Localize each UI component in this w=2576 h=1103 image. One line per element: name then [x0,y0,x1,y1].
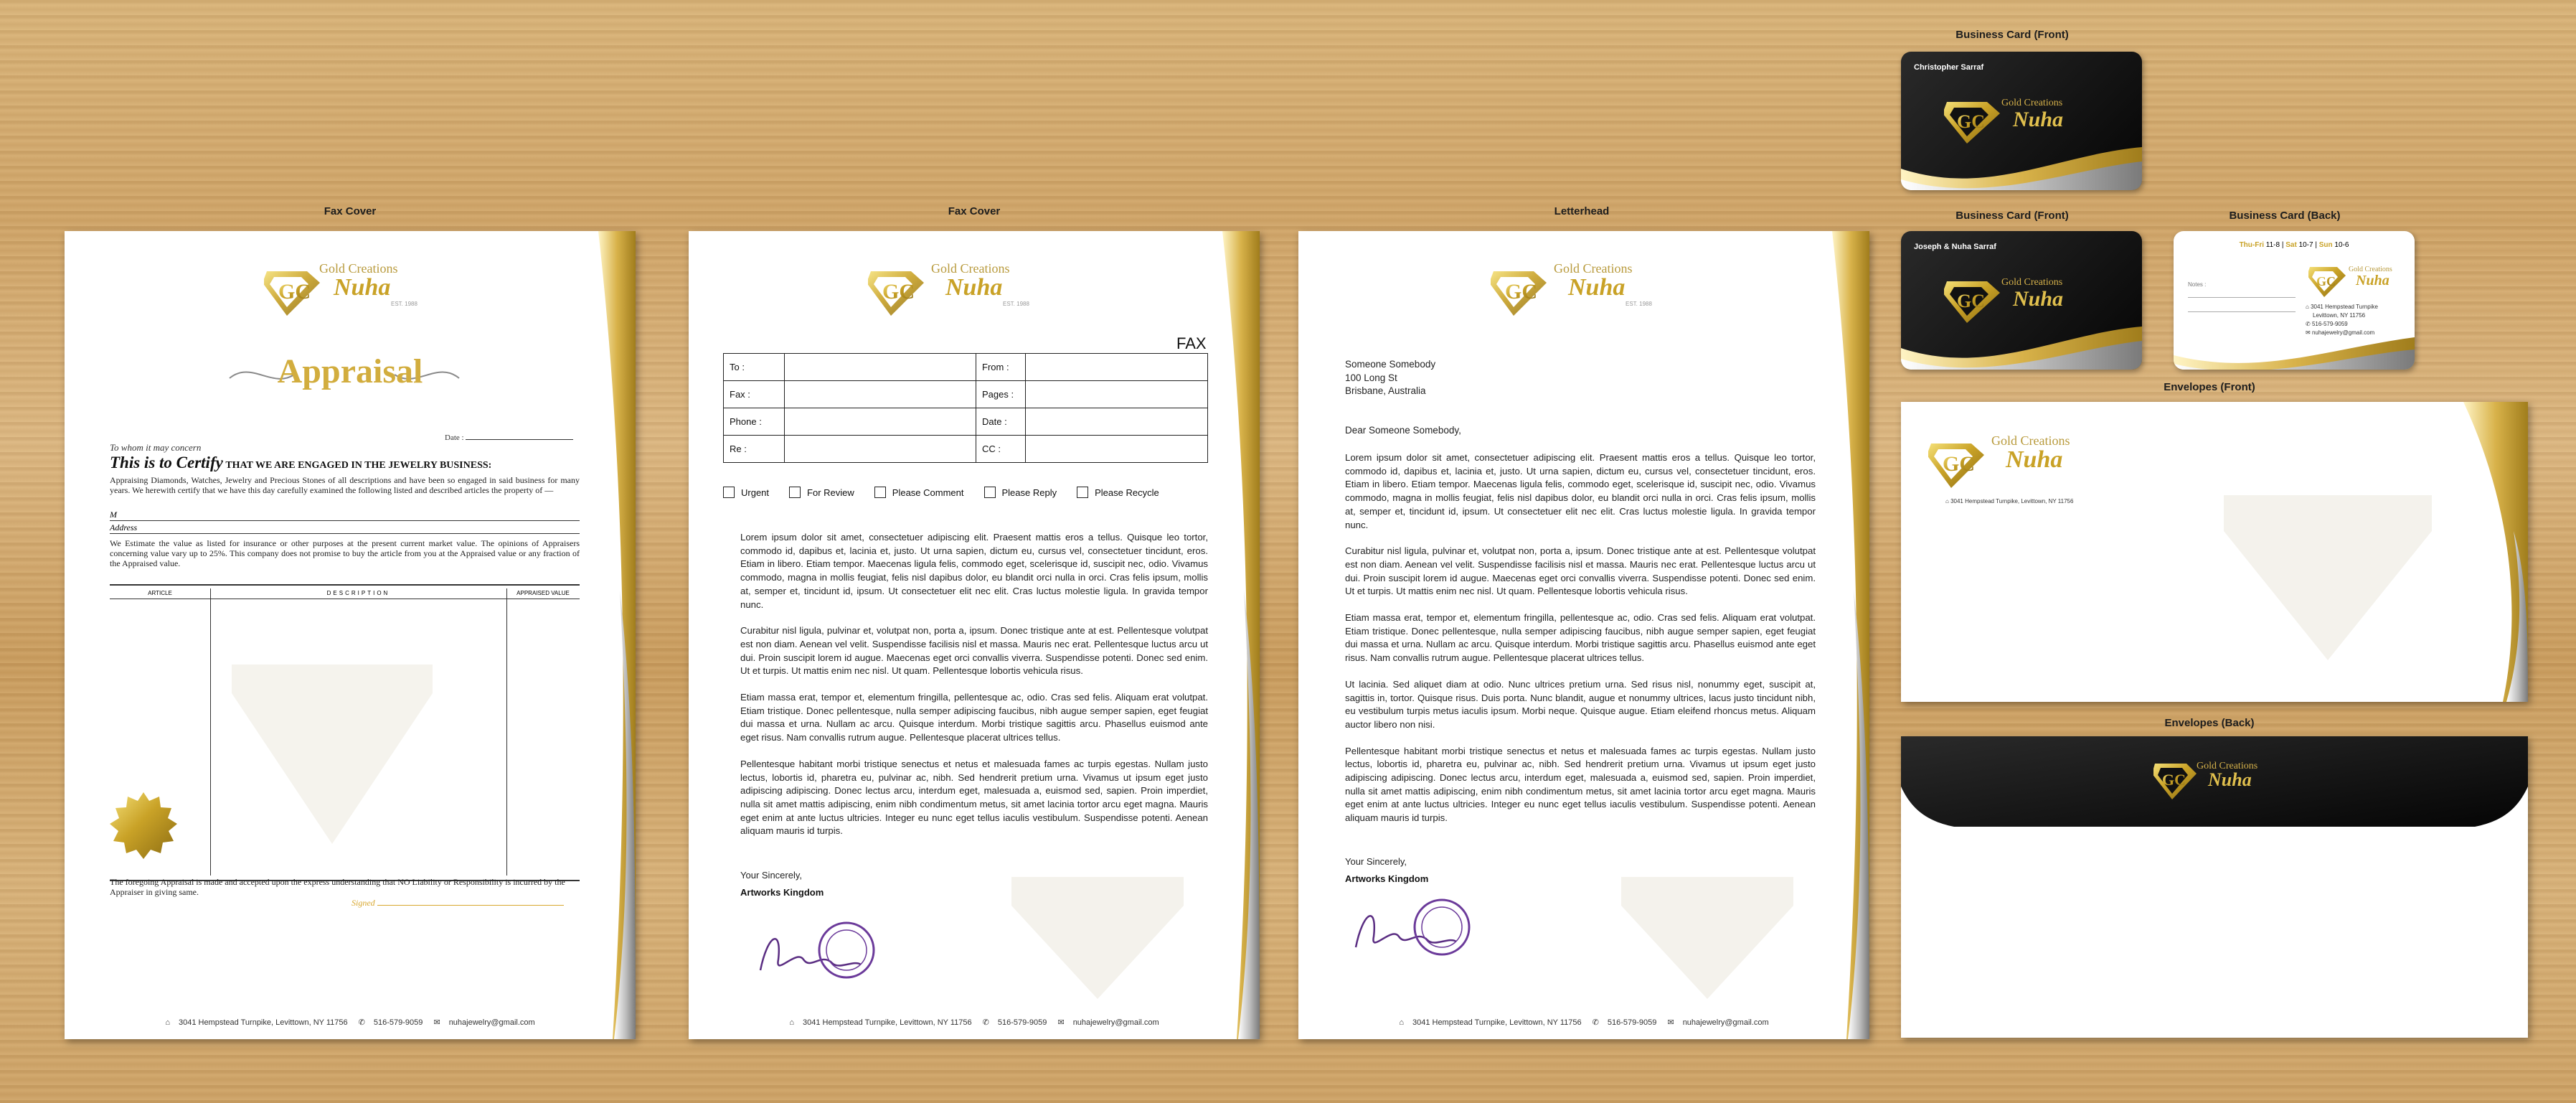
brand-name-line2: Nuha [334,274,391,301]
checkbox-for-review[interactable]: For Review [789,487,854,498]
checkbox-please-reply[interactable]: Please Reply [984,487,1057,498]
brand-name-line1: Gold Creations [1991,433,2070,448]
fax-paragraph: Etiam massa erat, tempor et, elementum fringilla, pellentesque ac, odio. Cras sed felis. Aliquam erat volutpat. Etiam tristique. Donec pellentesque, nulla semper adipiscing faucibus, nibh augue semper sapien, eget feugiat dui massa et urna. Nullam ac arcu. Quisque interdum. Morbi tristique sagittis arcu. Phasellus euismod ante eget risus. Nam convallis rutrum augue. Pellentesque placerat ultrices tellus. [740,692,1208,743]
brand-name-line2: Nuha [1568,274,1626,301]
envelope-icon: ✉ [2306,329,2311,336]
brand-name-line1: Gold Creations [2197,761,2258,771]
letter-paragraph: Curabitur nisl ligula, pulvinar et, volutpat non, porta a, ipsum. Donec tristique ante at est. Pellentesque volutpat est non diam. Aenean vel velit. Suspendisse facilisis nisl et massa. Mauris nec erat. Pellentesque luctus arcu ut dui. Proin suscipit lorem id augue. Maecenas eget orci convallis viverra. Suspendisse potenti. Donec sed enim. Ut et turpis. Ut mattis enim nec nisl. Ut quam. Pellentesque lobortis vehicula risus. [1345,545,1816,597]
col-article: ARTICLE [148,590,172,596]
business-card-back [2174,231,2415,370]
card-holder-name: Christopher Sarraf [1914,63,1984,72]
caption-letterhead: Letterhead [1554,205,1610,217]
footer-contact: ⌂ 3041 Hempstead Turnpike, Levittown, NY 11756 ✆ 516-579-9059 ✉ nuhajewelry@gmail.com [165,1018,535,1027]
date-field[interactable] [1026,408,1208,436]
fax-field[interactable] [785,381,976,408]
fax-row-re: Re : CC : [724,436,1208,463]
business-hours: Thu-Fri 11-8 | Sat 10-7 | Sun 10-6 [2239,241,2349,249]
card-swoosh [1901,140,2142,190]
estimate-text: We Estimate the value as listed for insurance or other purposes at the present current market value. The opinions of Appraisers concerning value vary up to 25%. This company does not promise to buy the article from you at the Appraised value or any fraction of the Appraised value. [110,538,580,568]
brand-name-line1: Gold Creations [931,261,1010,276]
letter-paragraph: Ut lacinia. Sed aliquet diam at odio. Nunc ultrices pretium urna. Sed risus nisl, nonummy eget, suscipit at, sagittis in, tortor. Quisque risus. Duis porta. Nunc blandit, augue et nonummy ultrices, lacus justo tincidunt nibh, eu vestibulum turpis metus iaculis ipsum. Morbi neque. Quisque augue. Etiam eleifend rhoncus metus. Aliquam auctor libero non nisi. [1345,678,1816,730]
checkbox-urgent[interactable]: Urgent [723,487,769,498]
gc-logo-icon [1944,95,2001,145]
brand-name-line2: Nuha [2006,446,2063,473]
address-line: Address [110,522,580,534]
gc-logo-icon [1928,433,2000,491]
re-field[interactable] [785,436,976,463]
brand-tag: EST. 1988 [1626,301,1652,307]
business-card-front-2 [1901,231,2142,370]
fax-paragraph: Pellentesque habitant morbi tristique senectus et netus et malesuada fames ac turpis egestas. Nullam justo lectus, lobortis id, pharetra eu, pulvinar ac, nibh. Sed hendrerit pretium urna. Vivamus ut ipsum eget justo adipiscing adipiscing. Donec lectus arcu, interdum eget, malesuada a, euismod sed, sapien. Proin imperdiet, nulla sit amet mattis adipiscing, enim nibh condimentum metus, sit amet lacinia tortor arcu eget magna. Mauris eget enim at ante luctus ultricies. Integer eu nunc eget tellus iaculis vestibulum. Suspendisse potenti. Aenean aliquam mauris id turpis. [740,758,1208,837]
brand-name-line2: Nuha [2013,287,2064,311]
svg-text:GC: GC [882,280,915,304]
letter-closing: Your Sincerely, [1345,856,1407,867]
letter-company: Artworks Kingdom [1345,873,1429,884]
envelope-icon: ✉ [433,1018,440,1027]
fax-closing: Your Sincerely, [740,870,802,881]
fax-row-to: To : From : [724,354,1208,381]
letter-paragraph: Pellentesque habitant morbi tristique senectus et netus et malesuada fames ac turpis egestas. Nullam justo lectus, lobortis id, pharetra eu, pulvinar ac, nibh. Sed hendrerit pretium urna. Vivamus ut ipsum eget justo adipiscing adipiscing. Donec lectus arcu, interdum eget, malesuada a, euismod sed, sapien. Proin imperdiet, nulla sit amet mattis adipiscing, enim nibh condimentum metus, sit amet lacinia tortor arcu eget magna. Mauris eget enim at ante luctus ultricies. Integer eu nunc eget tellus iaculis vestibulum. Suspendisse potenti. Aenean aliquam mauris id turpis. [1345,745,1816,824]
svg-text:GC: GC [278,280,311,304]
fax-heading: FAX [1176,334,1207,352]
gc-logo-icon [2308,263,2351,299]
fax-header-table [723,353,1208,463]
brand-name-line1: Gold Creations [2001,277,2063,288]
checkbox-please-comment[interactable]: Please Comment [874,487,964,498]
signature-icon [753,920,875,985]
envelope-address: ⌂ 3041 Hempstead Turnpike, Levittown, NY 11756 [1945,498,2074,504]
brand-name-line1: Gold Creations [1554,261,1633,276]
fax-sheet [689,231,1260,1039]
certify-heading: This is to Certify THAT WE ARE ENGAGED IN THE JEWELRY BUSINESS: [110,454,492,471]
pages-field[interactable] [1026,381,1208,408]
house-icon: ⌂ [1399,1018,1404,1027]
brand-name-line2: Nuha [2356,273,2389,288]
svg-text:GC: GC [1957,291,1985,311]
from-field[interactable] [1026,354,1208,381]
cc-field[interactable] [1026,436,1208,463]
foregoing-text: The foregoing Appraisal is made and accepted upon the express understanding that NO Liability or Responsibility is incurred by the Appraiser in giving same. [110,877,565,897]
gc-logo-icon [868,261,940,322]
phone-icon: ✆ [2306,321,2311,327]
signed-line: Signed [352,898,564,909]
fax-paragraph: Curabitur nisl ligula, pulvinar et, volutpat non, porta a, ipsum. Donec tristique ante at est. Pellentesque volutpat est non diam. Aenean vel velit. Suspendisse facilisis nisl et massa. Mauris nec erat. Pellentesque luctus arcu ut dui. Proin suscipit lorem id augue. Maecenas eget orci convallis viverra. Suspendisse potenti. Donec sed enim. Ut et turpis. Ut mattis enim nec nisl. Ut quam. Pellentesque lobortis vehicula risus. [740,625,1208,677]
col-appraised-value: APPRAISED VALUE [516,590,570,596]
notes-label: Notes : [2188,281,2207,288]
letter-paragraph: Lorem ipsum dolor sit amet, consectetuer adipiscing elit. Praesent mattis eros a tellus. Quisque leo tortor, commodo id, dapibus et, lacinia et, justo. Ut urna sapien, dictum eu, cursus vel, consectetuer tincidunt, eros. Etiam in libero. Etiam tempor. Maecenas ligula felis, commodo eget, scelerisque id, suscipit nec, odio. Vivamus commodo, magna in mollis feugiat, felis nisl dapibus dolor, eu blandit orci nulla in orci. Cras felis ipsum, mollis at, semper et, tincidunt id, ipsum. Ut consectetuer elit nec elit. Cras luctus molestie ligula. In gravida tempor nunc. [1345,452,1816,530]
fax-body [740,531,1208,851]
brand-tag: EST. 1988 [391,301,417,307]
envelope-back [1901,736,2528,1038]
business-card-front-1 [1901,52,2142,190]
phone-icon: ✆ [358,1018,365,1027]
letterhead-sheet [1298,231,1869,1039]
envelope-icon: ✉ [1057,1018,1065,1027]
caption-fax-cover-1: Fax Cover [324,205,377,217]
checkbox-please-recycle[interactable]: Please Recycle [1077,487,1159,498]
recipient-address: Someone Somebody 100 Long St Brisbane, Australia [1345,359,1436,396]
appraisal-title: Appraisal [277,352,423,390]
envelope-front [1901,402,2528,702]
svg-text:GC: GC [2316,274,2336,288]
footer-contact: ⌂ 3041 Hempstead Turnpike, Levittown, NY 11756 ✆ 516-579-9059 ✉ nuhajewelry@gmail.com [1399,1018,1769,1027]
phone-icon: ✆ [982,1018,989,1027]
letter-paragraph: Etiam massa erat, tempor et, elementum fringilla, pellentesque ac, odio. Cras sed felis. Aliquam erat volutpat. Etiam tristique. Donec pellentesque, nulla semper adipiscing faucibus, nibh augue semper sapien, eget feugiat dui massa et urna. Nullam ac arcu. Quisque interdum. Morbi tristique sagittis arcu. Phasellus euismod ante eget risus. Nam convallis rutrum augue. Pellentesque placerat ultrices tellus. [1345,612,1816,664]
brand-name-line1: Gold Creations [319,261,398,276]
caption-envelopes-back: Envelopes (Back) [2164,717,2255,729]
phone-field[interactable] [785,408,976,436]
m-line: M [110,510,580,521]
watermark-logo [1607,863,1808,1006]
gc-logo-icon [1491,261,1562,322]
fax-checkboxes [723,487,1179,498]
to-field[interactable] [785,354,976,381]
salutation: Dear Someone Somebody, [1345,425,1461,436]
envelope-icon: ✉ [1667,1018,1674,1027]
fax-row-fax: Fax : Pages : [724,381,1208,408]
back-contact: ⌂ 3041 Hempstead Turnpike Levittown, NY 11756 ✆ 516-579-9059 ✉ nuhajewelry@gmail.com [2306,304,2378,336]
house-icon: ⌂ [165,1018,170,1027]
card-swoosh [1901,319,2142,370]
brand-name-line1: Gold Creations [2349,266,2392,273]
brand-name-line2: Nuha [2013,108,2064,131]
to-whom-text: To whom it may concern [110,442,202,453]
appraisal-table [110,584,580,881]
gold-seal-icon [108,791,179,863]
watermark-logo [2209,481,2446,667]
certify-body: Appraising Diamonds, Watches, Jewelry and Precious Stones of all descriptions and have been so engaged in said business for many years. We herewith certify that we have this day carefully examined the following listed and described articles the property of — [110,475,580,495]
brand-name-line2: Nuha [2208,769,2252,790]
gc-logo-icon [1944,274,2001,324]
watermark-logo [997,863,1198,1006]
brand-tag: EST. 1988 [1003,301,1029,307]
phone-icon: ✆ [1592,1018,1599,1027]
caption-card-back: Business Card (Back) [2229,210,2341,222]
appraisal-sheet [65,231,636,1039]
svg-text:GC: GC [2162,771,2186,789]
brand-name-line1: Gold Creations [2001,98,2063,108]
svg-text:GC: GC [1505,280,1537,304]
signature-icon [1349,897,1471,962]
caption-envelopes-front: Envelopes (Front) [2164,381,2255,393]
caption-fax-cover-2: Fax Cover [948,205,1001,217]
fax-row-phone: Phone : Date : [724,408,1208,436]
col-description: DESCRIPTION [326,590,390,596]
footer-contact: ⌂ 3041 Hempstead Turnpike, Levittown, NY 11756 ✆ 516-579-9059 ✉ nuhajewelry@gmail.com [789,1018,1159,1027]
svg-text:GC: GC [1957,111,1985,132]
gold-silver-swoosh [2442,402,2528,702]
date-label: Date : [445,433,573,442]
card-holder-name: Joseph & Nuha Sarraf [1914,243,1996,251]
card-swoosh [2174,334,2415,370]
caption-card-front-2: Business Card (Front) [1955,210,2069,222]
house-icon: ⌂ [789,1018,794,1027]
watermark-logo [217,650,447,851]
letter-body [1345,451,1816,838]
caption-card-front-1: Business Card (Front) [1955,29,2069,41]
svg-text:GC: GC [1943,452,1975,476]
brand-name-line2: Nuha [945,274,1003,301]
house-icon: ⌂ [1945,498,1949,504]
house-icon: ⌂ [2306,304,2309,310]
fax-company: Artworks Kingdom [740,887,824,898]
fax-paragraph: Lorem ipsum dolor sit amet, consectetuer adipiscing elit. Praesent mattis eros a tellus. Quisque leo tortor, commodo id, dapibus et, lacinia et, justo. Ut urna sapien, dictum eu, cursus vel, consectetuer tincidunt, eros. Etiam in libero. Etiam tempor. Maecenas ligula felis, commodo eget, scelerisque id, suscipit nec, odio. Vivamus commodo, magna in mollis feugiat, felis nisl dapibus dolor, eu blandit orci nulla in orci. Cras felis ipsum, mollis at, semper et, tincidunt id, ipsum. Ut consectetuer elit nec elit. Cras luctus molestie ligula. In gravida tempor nunc. [740,532,1208,610]
